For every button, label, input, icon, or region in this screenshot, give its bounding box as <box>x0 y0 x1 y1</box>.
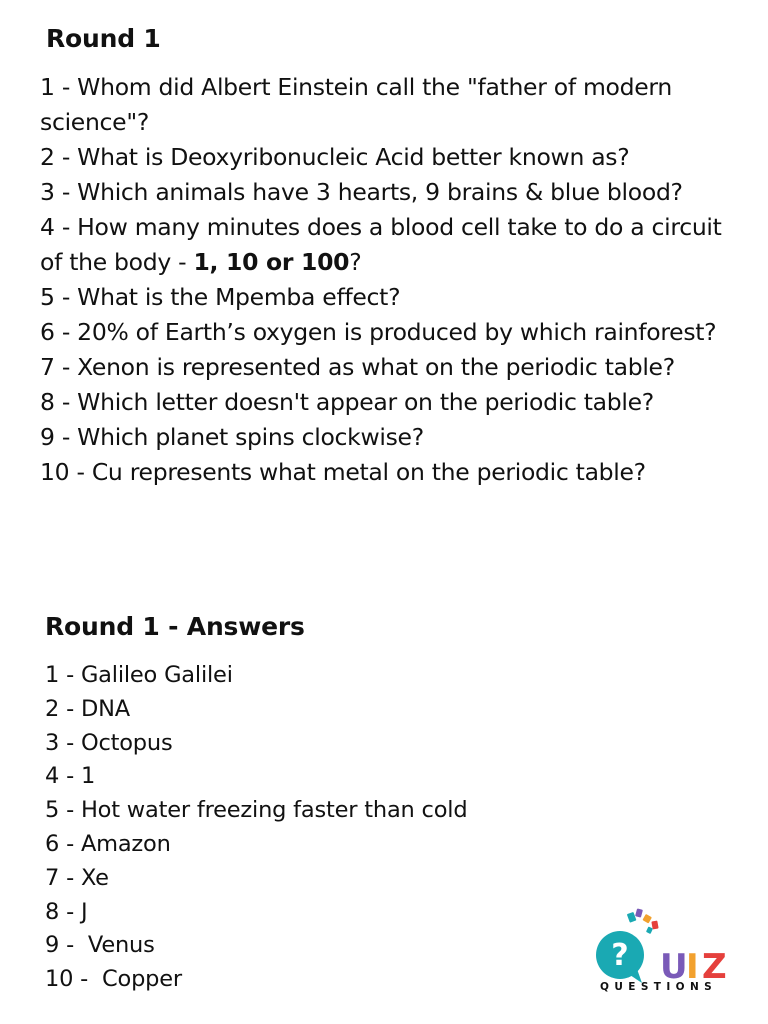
question-list <box>40 70 740 490</box>
list-item: 3 - Octopus <box>45 729 173 756</box>
question-text: 4 - How many minutes does a blood cell take to do a circuit of the body - <box>40 213 722 276</box>
list-item: 2 - DNA <box>45 695 130 722</box>
logo-wordmark: QUESTIONS <box>600 981 718 993</box>
list-item: 5 - What is the Mpemba effect? <box>40 283 401 311</box>
list-item: 4 - 1 <box>45 763 96 790</box>
question-mark-glyph: ? <box>611 938 629 973</box>
question-mark: ? <box>349 248 362 276</box>
list-item: 5 - Hot water freezing faster than cold <box>45 797 468 824</box>
list-item: 8 - J <box>45 898 88 925</box>
round-title: Round 1 <box>46 24 161 53</box>
list-item: 2 - What is Deoxyribonucleic Acid better known as? <box>40 143 630 171</box>
confetti-decoration <box>627 908 659 934</box>
list-item: 10 - Copper <box>45 966 182 993</box>
list-item: 6 - 20% of Earth’s oxygen is produced by which rainforest? <box>40 318 717 346</box>
question-options: 1, 10 or 100 <box>193 248 350 276</box>
list-item: 9 - Venus <box>45 932 155 959</box>
logo-letter-z: Z <box>702 947 727 987</box>
logo-letter-u: U <box>660 947 688 987</box>
answers-title: Round 1 - Answers <box>45 612 305 641</box>
list-item: 9 - Which planet spins clockwise? <box>40 423 424 451</box>
answer-list <box>45 659 565 997</box>
list-item: 3 - Which animals have 3 hearts, 9 brains & blue blood? <box>40 178 683 206</box>
list-item: 8 - Which letter doesn't appear on the periodic table? <box>40 388 654 416</box>
list-item: 7 - Xe <box>45 864 109 891</box>
list-item <box>40 210 740 280</box>
list-item: 6 - Amazon <box>45 830 171 857</box>
list-item: 1 - Whom did Albert Einstein call the "father of modern science"? <box>40 73 672 136</box>
logo-letter-i: I <box>686 947 699 987</box>
list-item: 1 - Galileo Galilei <box>45 662 233 688</box>
question-bubble-icon <box>596 931 644 983</box>
list-item: 10 - Cu represents what metal on the periodic table? <box>40 458 646 486</box>
list-item: 7 - Xenon is represented as what on the periodic table? <box>40 353 675 381</box>
